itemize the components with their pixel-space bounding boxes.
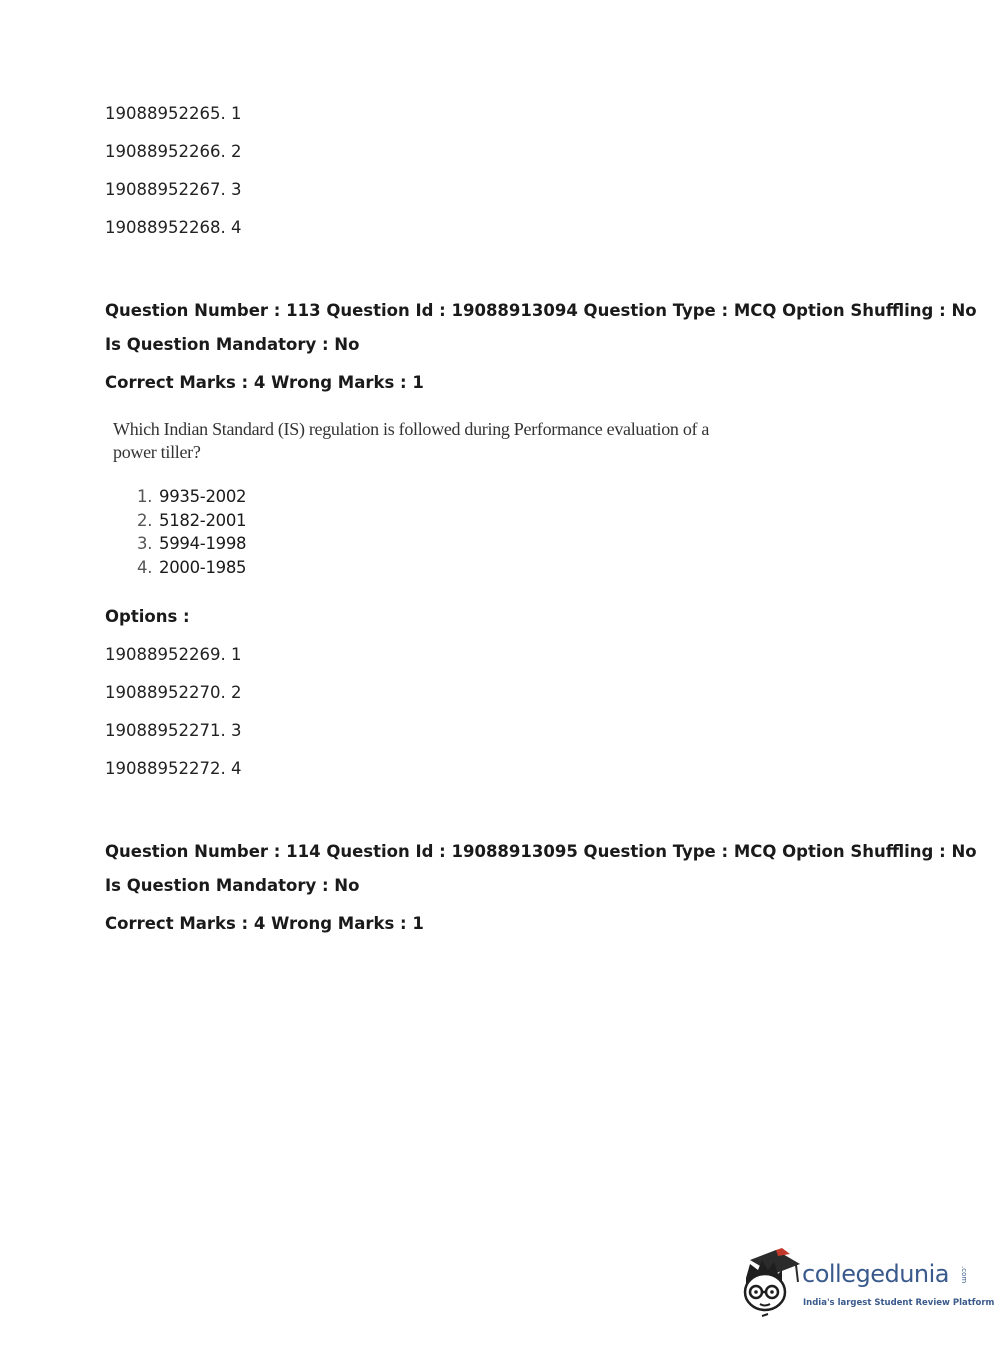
choice-number: 4.: [137, 558, 153, 577]
choice-number: 1.: [137, 487, 153, 506]
logo-domain: .com: [960, 1266, 968, 1284]
question-mandatory: Is Question Mandatory : No: [105, 335, 360, 354]
logo-wordmark: collegedunia: [802, 1260, 950, 1288]
option-line: 19088952266. 2: [105, 142, 242, 161]
option-line: 19088952270. 2: [105, 683, 242, 702]
question-marks: Correct Marks : 4 Wrong Marks : 1: [105, 373, 424, 392]
option-line: 19088952271. 3: [105, 721, 242, 740]
logo-tagline: India's largest Student Review Platform: [803, 1298, 995, 1308]
question-marks: Correct Marks : 4 Wrong Marks : 1: [105, 914, 424, 933]
choice-number: 3.: [137, 534, 153, 553]
question-header: Question Number : 113 Question Id : 19088913094 Question Type : MCQ Option Shuffling : No: [105, 301, 977, 320]
mascot-icon: [738, 1246, 800, 1322]
choice-text: 5182-2001: [159, 511, 247, 530]
question-header: Question Number : 114 Question Id : 19088913095 Question Type : MCQ Option Shuffling : No: [105, 842, 977, 861]
question-choice: [137, 534, 246, 553]
choice-number: 2.: [137, 511, 153, 530]
question-choice: [137, 558, 246, 577]
option-line: 19088952265. 1: [105, 104, 242, 123]
option-line: 19088952269. 1: [105, 645, 242, 664]
option-line: 19088952268. 4: [105, 218, 242, 237]
choice-text: 5994-1998: [159, 534, 247, 553]
question-choice: [137, 511, 246, 530]
option-line: 19088952272. 4: [105, 759, 242, 778]
options-label: Options :: [105, 607, 190, 626]
question-choice: [137, 487, 246, 506]
choice-text: 9935-2002: [159, 487, 247, 506]
question-mandatory: Is Question Mandatory : No: [105, 876, 360, 895]
choice-text: 2000-1985: [159, 558, 247, 577]
collegedunia-logo[interactable]: [738, 1246, 995, 1322]
question-text: Which Indian Standard (IS) regulation is followed during Performance evaluation of a power tiller?: [113, 419, 710, 462]
option-line: 19088952267. 3: [105, 180, 242, 199]
